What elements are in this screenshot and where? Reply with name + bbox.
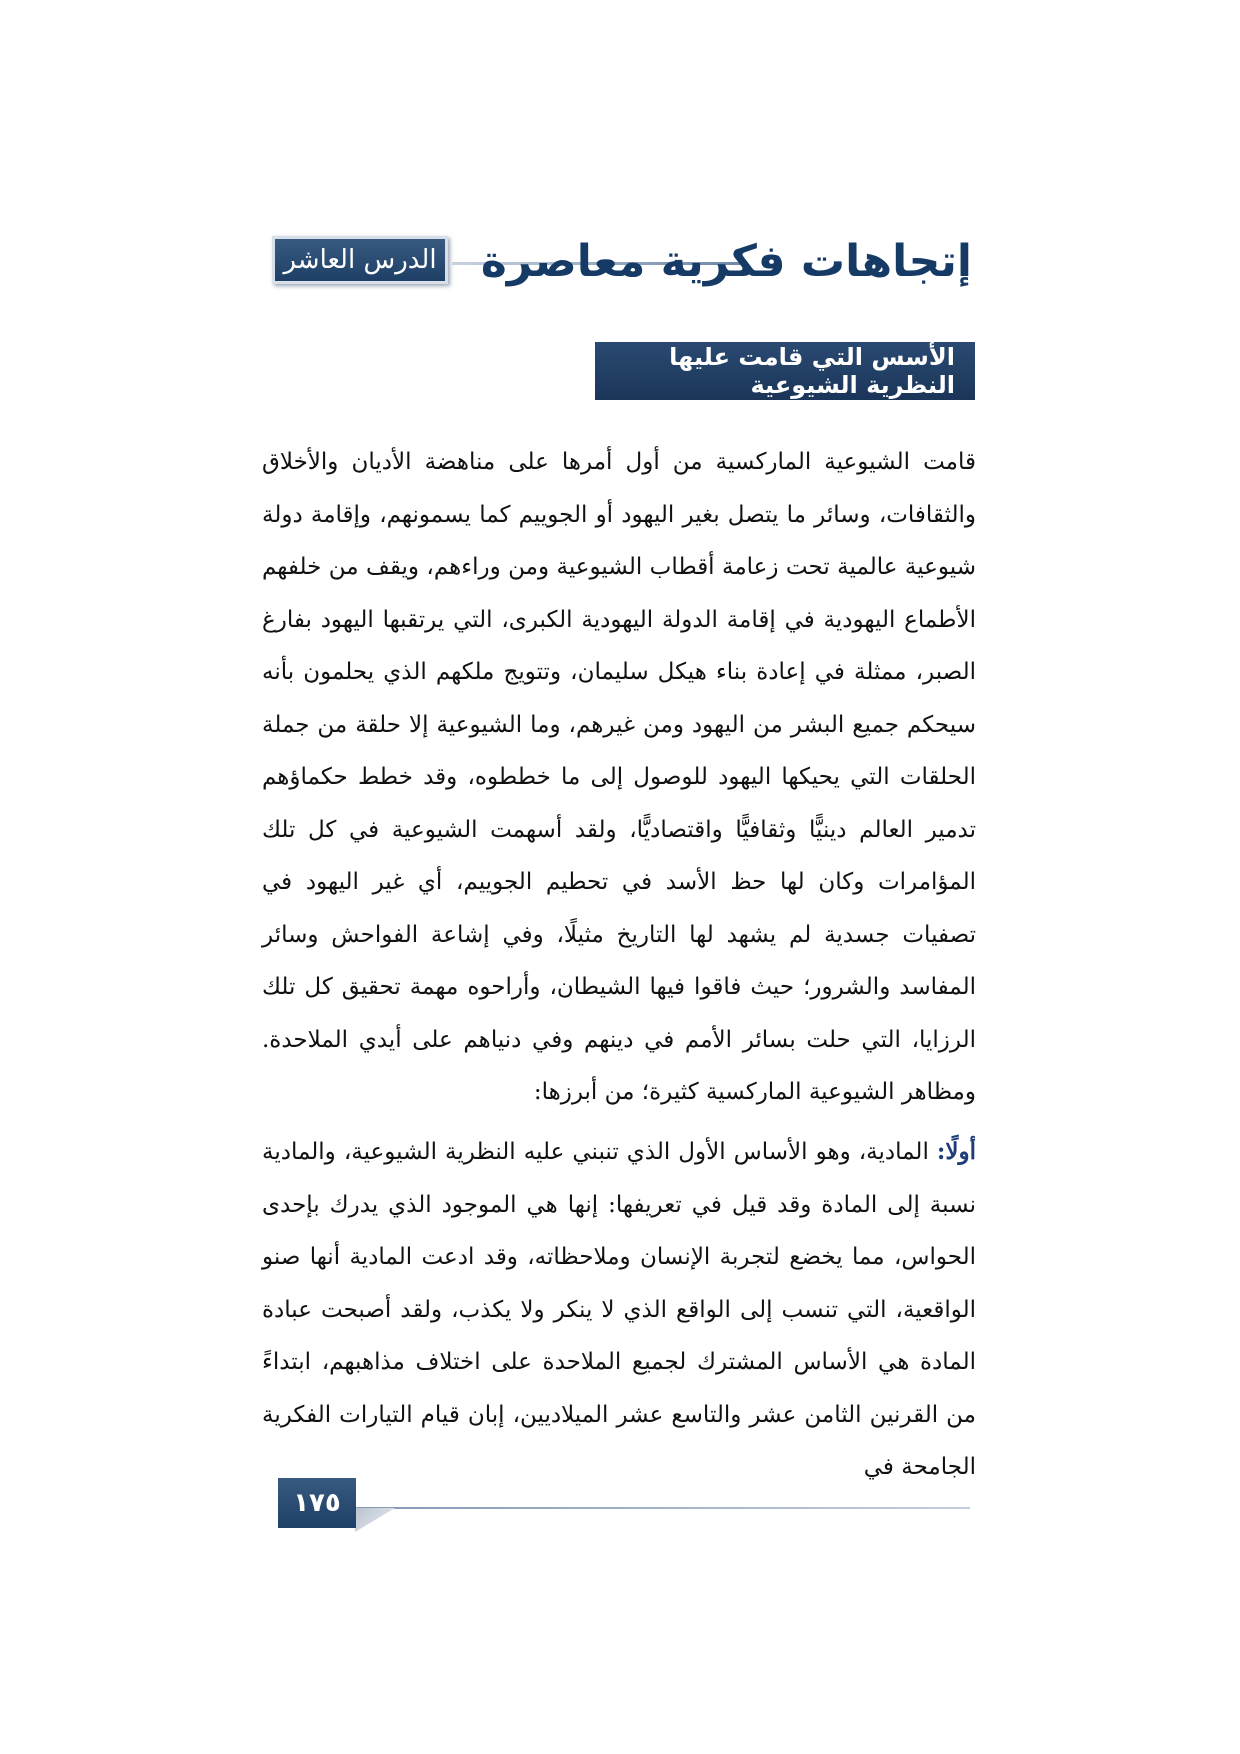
paragraph-2 bbox=[262, 1126, 976, 1494]
paragraph-lead: أولًا: bbox=[936, 1138, 976, 1165]
paragraph-1: قامت الشيوعية الماركسية من أول أمرها على مناهضة الأديان والأخلاق والثقافات، وسائر ما يتصل بغير اليهود أو الجوييم كما يسمونهم، وإقامة دولة شيوعية عالمية تحت زعامة أقطاب الشيوعية ومن وراءهم، ويقف من خلفهم الأطماع اليهودية في إقامة الدولة اليهودية الكبرى، التي يرتقبها اليهود بفارغ الصبر، ممثلة في إعادة بناء هيكل سليمان، وتتويج ملكهم الذي يحلمون بأنه سيحكم جميع البشر من اليهود ومن غيرهم، وما الشيوعية إلا حلقة من جملة الحلقات التي يحيكها اليهود للوصول إلى ما خططوه، وقد خطط حكماؤهم تدمير العالم دينيًّا وثقافيًّا واقتصاديًّا، ولقد أسهمت الشيوعية في كل تلك المؤامرات وكان لها حظ الأسد في تحطيم الجوييم، أي غير اليهود في تصفيات جسدية لم يشهد لها التاريخ مثيلًا، وفي إشاعة الفواحش وسائر المفاسد والشرور؛ حيث فاقوا فيها الشيطان، وأراحوه مهمة تحقيق كل تلك الرزايا، التي حلت بسائر الأمم في دينهم وفي دنياهم على أيدي الملاحدة. ومظاهر الشيوعية الماركسية كثيرة؛ من أبرزها: bbox=[262, 449, 976, 1105]
footer-ornament bbox=[355, 1508, 395, 1532]
footer-divider bbox=[352, 1507, 970, 1509]
book-title: إتجاهات فكرية معاصرة bbox=[480, 236, 972, 287]
section-heading: الأسس التي قامت عليها النظرية الشيوعية bbox=[595, 342, 975, 400]
lesson-badge: الدرس العاشر bbox=[272, 236, 448, 284]
paragraph-2-text: المادية، وهو الأساس الأول الذي تنبني عليه النظرية الشيوعية، والمادية نسبة إلى المادة وقد قيل في تعريفها: إنها هي الموجود الذي يدرك بإحدى الحواس، مما يخضع لتجربة الإنسان وملاحظاته، وقد ادعت المادية أنها صنو الواقعية، التي تنسب إلى الواقع الذي لا ينكر ولا يكذب، ولقد أصبحت عبادة المادة هي الأساس المشترك لجميع الملاحدة على اختلاف مذاهبهم، ابتداءً من القرنين الثامن عشر والتاسع عشر الميلاديين، إبان قيام التيارات الفكرية الجامحة في bbox=[262, 1139, 976, 1480]
page-header bbox=[272, 232, 972, 292]
page-number: ١٧٥ bbox=[278, 1478, 356, 1528]
